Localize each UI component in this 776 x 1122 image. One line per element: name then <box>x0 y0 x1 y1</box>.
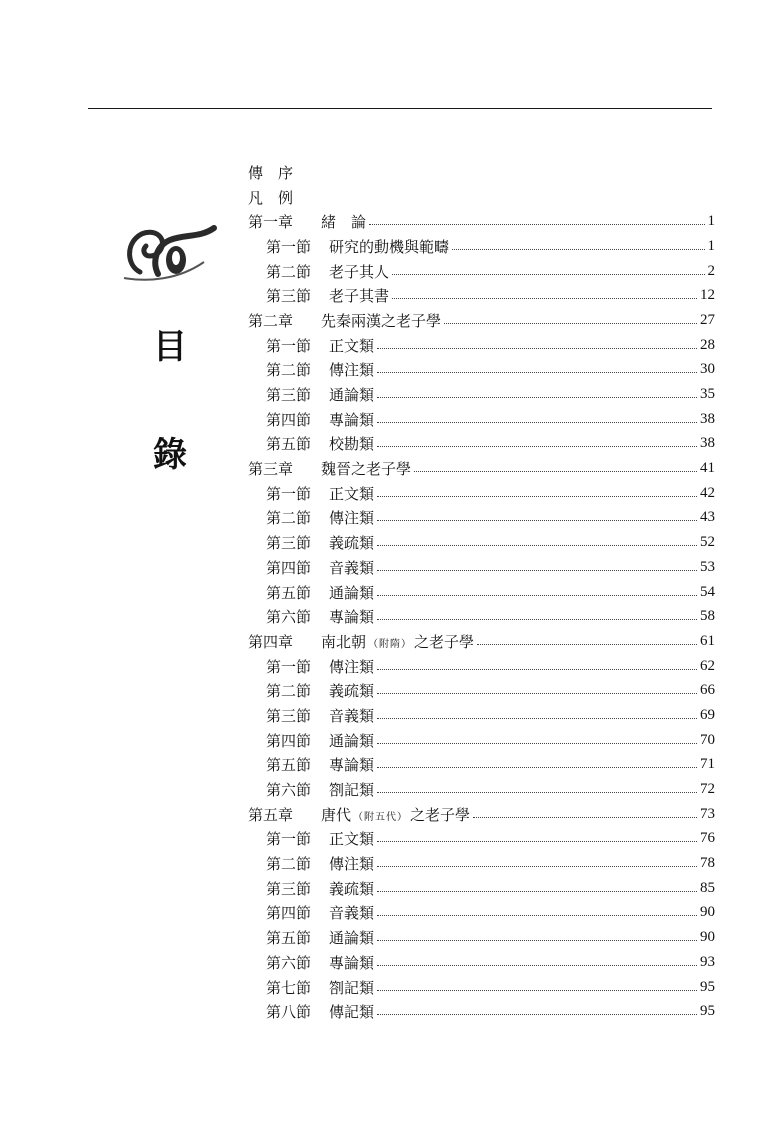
dot-leader <box>473 817 697 818</box>
toc-section-row <box>248 678 715 703</box>
toc-section-row <box>248 555 715 580</box>
section-title: 通論類 <box>329 731 375 750</box>
section-title: 劄記類 <box>329 781 375 800</box>
section-number: 第七節 <box>266 978 312 997</box>
dot-leader <box>377 446 697 447</box>
toc-section-row <box>248 259 715 284</box>
page-number: 54 <box>700 583 715 600</box>
dot-leader <box>377 496 697 497</box>
dot-leader <box>377 545 697 546</box>
section-number: 第三節 <box>266 706 312 725</box>
toc-chapter-row <box>248 308 715 333</box>
dot-leader <box>444 323 697 324</box>
toc-label <box>266 335 374 356</box>
page-number: 52 <box>700 534 715 551</box>
dot-leader <box>377 990 697 991</box>
dot-leader <box>377 792 697 793</box>
page-number: 41 <box>700 460 715 477</box>
toc-label <box>266 656 374 677</box>
dot-leader <box>377 422 697 423</box>
page-number: 73 <box>700 805 715 822</box>
toc-chapter-row <box>248 209 715 234</box>
toc-label <box>266 853 374 874</box>
section-title: 通論類 <box>329 929 375 948</box>
toc-section-row <box>248 604 715 629</box>
toc-section-row <box>248 654 715 679</box>
section-title: 正文類 <box>329 830 375 849</box>
dot-leader <box>377 595 697 596</box>
toc-section-row <box>248 753 715 778</box>
section-number: 第一節 <box>266 336 312 355</box>
toc-section-row <box>248 827 715 852</box>
toc-label <box>266 532 374 553</box>
toc-label <box>266 927 374 948</box>
toc-label <box>266 952 374 973</box>
page-number: 1 <box>707 237 715 254</box>
chapter-title: 南北朝 <box>321 632 367 651</box>
section-title: 義疏類 <box>329 682 375 701</box>
page-number: 1 <box>707 213 715 230</box>
dot-leader <box>392 298 697 299</box>
section-number: 第六節 <box>266 608 312 627</box>
toc-label <box>248 211 366 232</box>
toc-label <box>266 384 374 405</box>
toc-section-row <box>248 530 715 555</box>
toc-front-row <box>248 160 715 185</box>
toc-label <box>248 804 470 825</box>
toc-label <box>248 310 441 331</box>
toc-label <box>266 236 449 257</box>
toc-chapter-row <box>248 802 715 827</box>
toc-section-row <box>248 234 715 259</box>
toc-label <box>266 902 374 923</box>
toc-label <box>266 730 374 751</box>
section-number: 第三節 <box>266 386 312 405</box>
section-title: 通論類 <box>329 583 375 602</box>
dot-leader <box>377 372 697 373</box>
dot-leader <box>377 397 697 398</box>
section-number: 第四節 <box>266 558 312 577</box>
toc-chapter-row <box>248 456 715 481</box>
dot-leader <box>377 718 697 719</box>
section-number: 第一節 <box>266 830 312 849</box>
toc-section-row <box>248 999 715 1024</box>
section-number: 第二節 <box>266 361 312 380</box>
chapter-number: 第五章 <box>248 805 294 824</box>
section-title: 專論類 <box>329 756 375 775</box>
section-title: 傳注類 <box>329 657 375 676</box>
toc-section-row <box>248 851 715 876</box>
chapter-title: 先秦兩漢之老子學 <box>321 311 442 330</box>
toc-label <box>266 285 389 306</box>
page-number: 70 <box>700 731 715 748</box>
page-number: 43 <box>700 509 715 526</box>
section-title: 正文類 <box>329 484 375 503</box>
section-number: 第四節 <box>266 410 312 429</box>
dot-leader <box>377 891 697 892</box>
dot-leader <box>377 915 697 916</box>
toc-section-row <box>248 481 715 506</box>
chapter-number: 第二章 <box>248 311 294 330</box>
section-number: 第二節 <box>266 855 312 874</box>
toc-label <box>266 557 374 578</box>
toc-label <box>248 162 293 183</box>
page-number: 95 <box>700 1003 715 1020</box>
dot-leader <box>369 224 704 225</box>
dot-leader <box>452 249 704 250</box>
toc-label <box>266 779 374 800</box>
section-title: 音義類 <box>329 706 375 725</box>
dot-leader <box>414 471 697 472</box>
dot-leader <box>377 866 697 867</box>
section-title: 劄記類 <box>329 978 375 997</box>
page-number: 42 <box>700 484 715 501</box>
chapter-title-note: （附五代） <box>353 811 409 823</box>
section-number: 第一節 <box>266 484 312 503</box>
section-number: 第三節 <box>266 879 312 898</box>
toc-section-row <box>248 876 715 901</box>
toc-section-row <box>248 432 715 457</box>
page-number: 27 <box>700 311 715 328</box>
page-number: 30 <box>700 361 715 378</box>
section-title: 音義類 <box>329 558 375 577</box>
page-number: 72 <box>700 781 715 798</box>
chapter-title-suffix: 之老子學 <box>414 632 475 651</box>
page-number: 28 <box>700 336 715 353</box>
section-title: 傳注類 <box>329 855 375 874</box>
section-title: 校勘類 <box>329 435 375 454</box>
page-number: 12 <box>700 287 715 304</box>
toc-section-row <box>248 283 715 308</box>
toc-label <box>266 680 374 701</box>
toc-section-row <box>248 407 715 432</box>
toc-label <box>266 433 374 454</box>
dot-leader <box>377 520 697 521</box>
page-number: 58 <box>700 608 715 625</box>
chapter-title-suffix: 之老子學 <box>410 805 471 824</box>
section-title: 老子其人 <box>329 262 390 281</box>
toc-label <box>266 606 374 627</box>
toc-label <box>248 187 293 208</box>
page-number: 85 <box>700 879 715 896</box>
section-title: 音義類 <box>329 904 375 923</box>
toc-section-row <box>248 777 715 802</box>
page-number: 38 <box>700 435 715 452</box>
toc-section-row <box>248 901 715 926</box>
chapter-number: 第三章 <box>248 460 294 479</box>
toc-label <box>266 977 374 998</box>
section-title: 傳記類 <box>329 1003 375 1022</box>
dot-leader <box>377 669 697 670</box>
page-number: 90 <box>700 904 715 921</box>
section-title: 正文類 <box>329 336 375 355</box>
section-number: 第六節 <box>266 781 312 800</box>
section-number: 第四節 <box>266 731 312 750</box>
page-number: 2 <box>707 262 715 279</box>
toc-label <box>248 631 474 652</box>
section-number: 第四節 <box>266 904 312 923</box>
table-of-contents <box>248 160 715 1024</box>
section-title: 專論類 <box>329 410 375 429</box>
page-number: 66 <box>700 682 715 699</box>
chapter-title: 魏晉之老子學 <box>321 460 412 479</box>
dot-leader <box>377 767 697 768</box>
dot-leader <box>377 570 697 571</box>
toc-section-row <box>248 728 715 753</box>
toc-label <box>248 458 411 479</box>
section-title: 老子其書 <box>329 287 390 306</box>
section-title: 專論類 <box>329 953 375 972</box>
section-number: 第二節 <box>266 262 312 281</box>
top-rule <box>88 108 712 109</box>
toc-label <box>266 409 374 430</box>
section-number: 第二節 <box>266 509 312 528</box>
toc-label <box>266 582 374 603</box>
toc-section-row <box>248 506 715 531</box>
section-title: 傳注類 <box>329 361 375 380</box>
section-title: 傳注類 <box>329 509 375 528</box>
chapter-number: 第一章 <box>248 213 294 232</box>
chapter-title: 唐代 <box>321 805 352 824</box>
section-number: 第三節 <box>266 534 312 553</box>
dot-leader <box>377 743 697 744</box>
section-number: 第三節 <box>266 287 312 306</box>
dot-leader <box>377 1014 697 1015</box>
toc-section-row <box>248 333 715 358</box>
page-number: 35 <box>700 386 715 403</box>
side-title-mu: 目 <box>153 327 187 367</box>
toc-front-row <box>248 185 715 210</box>
toc-section-row <box>248 580 715 605</box>
dot-leader <box>377 693 697 694</box>
toc-section-row <box>248 950 715 975</box>
section-number: 第二節 <box>266 682 312 701</box>
dot-leader <box>477 644 697 645</box>
page-number: 71 <box>700 756 715 773</box>
side-title-lu: 錄 <box>153 435 187 475</box>
dot-leader <box>377 841 697 842</box>
section-title: 通論類 <box>329 386 375 405</box>
chapter-number: 第四章 <box>248 632 294 651</box>
dot-leader <box>377 619 697 620</box>
page-number: 93 <box>700 953 715 970</box>
dot-leader <box>377 965 697 966</box>
section-number: 第一節 <box>266 237 312 256</box>
toc-section-row <box>248 975 715 1000</box>
page-number: 62 <box>700 657 715 674</box>
decorative-emblem-icon <box>118 222 218 286</box>
toc-section-row <box>248 925 715 950</box>
toc-label <box>266 878 374 899</box>
section-number: 第五節 <box>266 756 312 775</box>
toc-section-row <box>248 703 715 728</box>
dot-leader <box>392 274 704 275</box>
page-number: 61 <box>700 632 715 649</box>
dot-leader <box>377 940 697 941</box>
section-number: 第五節 <box>266 435 312 454</box>
section-number: 第六節 <box>266 953 312 972</box>
toc-label <box>266 705 374 726</box>
toc-section-row <box>248 382 715 407</box>
chapter-title: 緒 論 <box>321 213 367 232</box>
toc-front-title: 凡 例 <box>248 188 294 207</box>
toc-front-title: 傳 序 <box>248 163 294 182</box>
toc-label <box>266 483 374 504</box>
section-title: 義疏類 <box>329 534 375 553</box>
chapter-title-note: （附隋） <box>368 638 413 650</box>
page-number: 95 <box>700 978 715 995</box>
toc-label <box>266 828 374 849</box>
section-number: 第一節 <box>266 657 312 676</box>
dot-leader <box>377 348 697 349</box>
section-title: 研究的動機與範疇 <box>329 237 450 256</box>
toc-label <box>266 261 389 282</box>
section-title: 義疏類 <box>329 879 375 898</box>
toc-label <box>266 754 374 775</box>
toc-section-row <box>248 358 715 383</box>
page-number: 53 <box>700 558 715 575</box>
toc-label <box>266 359 374 380</box>
section-number: 第五節 <box>266 583 312 602</box>
toc-label <box>266 1001 374 1022</box>
section-number: 第八節 <box>266 1003 312 1022</box>
toc-chapter-row <box>248 629 715 654</box>
page-number: 90 <box>700 929 715 946</box>
page-number: 69 <box>700 706 715 723</box>
page-number: 38 <box>700 410 715 427</box>
section-title: 專論類 <box>329 608 375 627</box>
toc-label <box>266 507 374 528</box>
page-number: 76 <box>700 830 715 847</box>
page-number: 78 <box>700 855 715 872</box>
section-number: 第五節 <box>266 929 312 948</box>
